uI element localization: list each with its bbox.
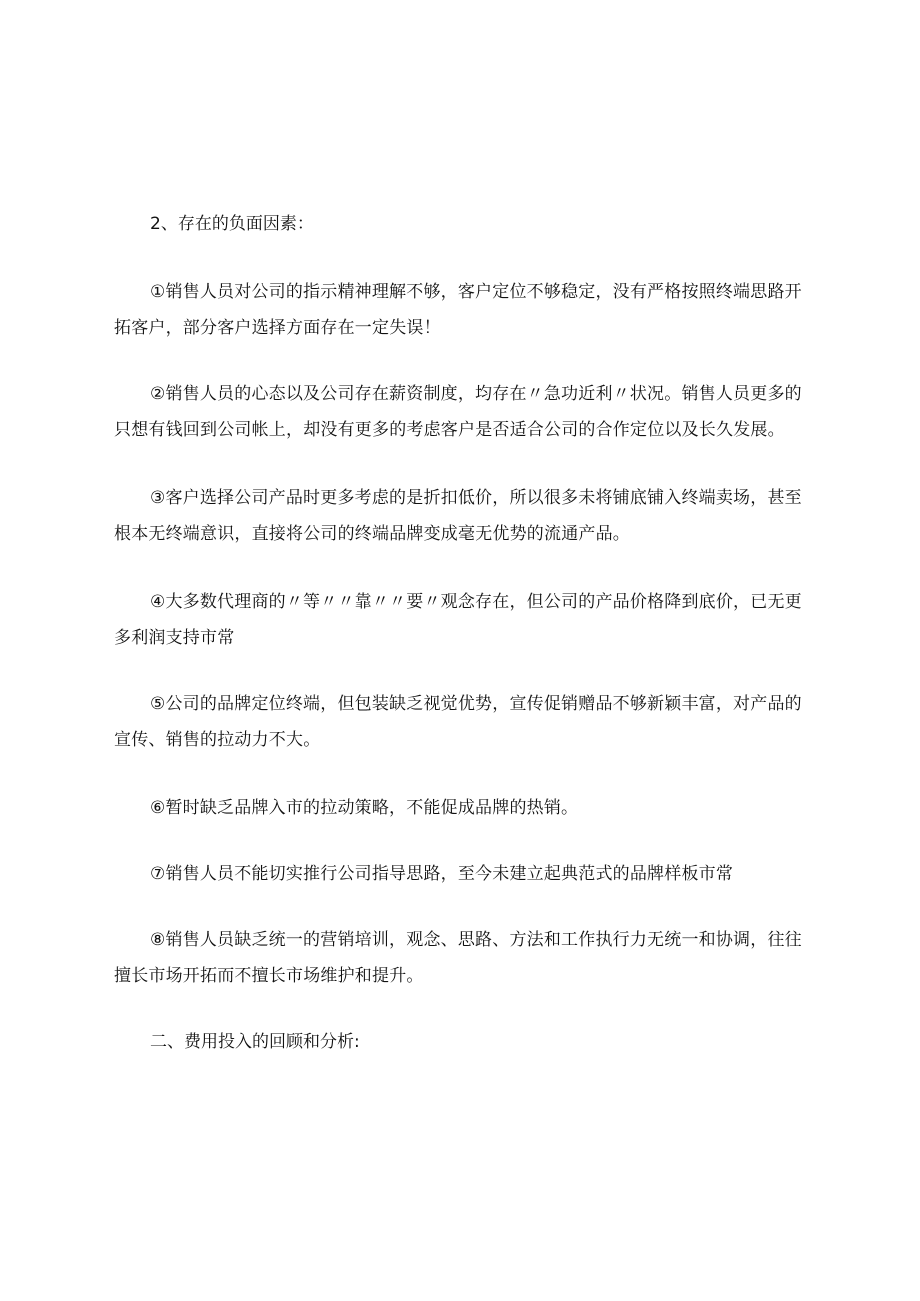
paragraph-item-6: ⑥暂时缺乏品牌入市的拉动策略，不能促成品牌的热销。 <box>150 798 579 818</box>
section-heading-expense-review: 二、费用投入的回顾和分析: <box>150 1032 360 1052</box>
paragraph-item-1: ①销售人员对公司的指示精神理解不够，客户定位不够稳定，没有严格按照终端思路开拓客户，部分客户选择方面存在一定失误！ <box>114 282 802 338</box>
paragraph-item-4: ④大多数代理商的〃等〃〃靠〃〃要〃观念存在，但公司的产品价格降到底价，已无更多利润支持市常 <box>114 592 802 648</box>
paragraph-item-3: ③客户选择公司产品时更多考虑的是折扣低价，所以很多未将铺底铺入终端卖场，甚至根本无终端意识，直接将公司的终端品牌变成毫无优势的流通产品。 <box>114 488 802 544</box>
paragraph-item-5: ⑤公司的品牌定位终端，但包装缺乏视觉优势，宣传促销赠品不够新颖丰富，对产品的宣传、销售的拉动力不大。 <box>114 694 802 750</box>
paragraph-item-7: ⑦销售人员不能切实推行公司指导思路，至今未建立起典范式的品牌样板市常 <box>150 864 734 884</box>
paragraph-item-2: ②销售人员的心态以及公司存在薪资制度，均存在〃急功近利〃状况。销售人员更多的只想有钱回到公司帐上，却没有更多的考虑客户是否适合公司的合作定位以及长久发展。 <box>114 384 802 440</box>
section-heading-negative-factors: 2、存在的负面因素： <box>150 214 314 234</box>
paragraph-item-8: ⑧销售人员缺乏统一的营销培训，观念、思路、方法和工作执行力无统一和协调，往往擅长市场开拓而不擅长市场维护和提升。 <box>114 930 802 986</box>
